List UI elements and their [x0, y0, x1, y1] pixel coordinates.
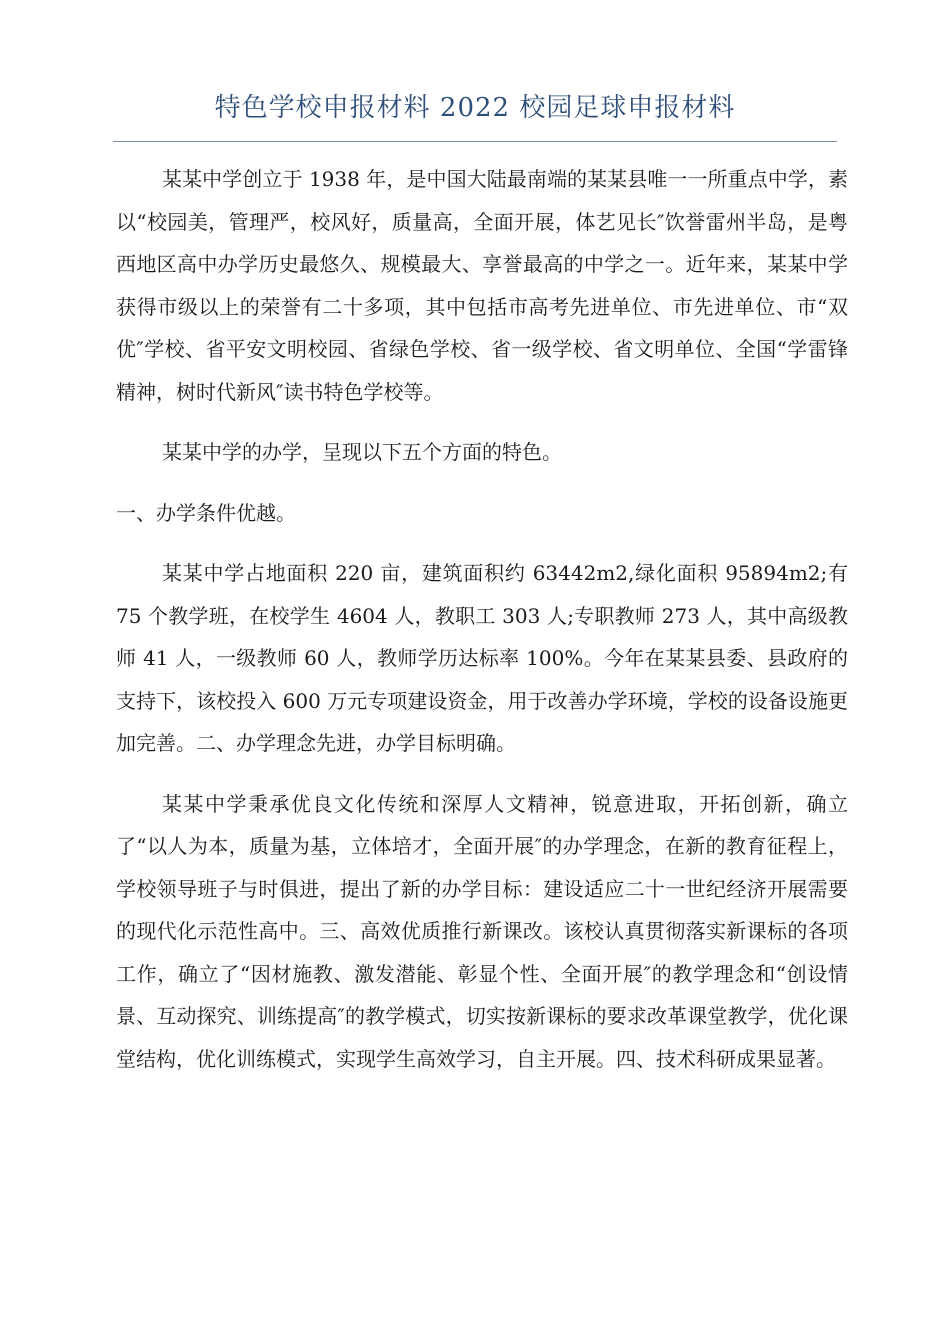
paragraph-school-conditions: 某某中学占地面积 220 亩，建筑面积约 63442m2,绿化面积 95894m2;有 75 个教学班，在校学生 4604 人，教职工 303 人;专职教师 273 人，其中高级教师 41 人，一级教师 60 人，教师学历达标率 100%。今年在某某县委、县政府的支持下，该校投入 600 万元专项建设资金，用于改善办学环境，学校的设备设施更加完善。二、办学理念先进，办学目标明确。 — [116, 561, 848, 755]
paragraph-school-intro: 某某中学创立于 1938 年，是中国大陆最南端的某某县唯一一所重点中学，素以“校园美，管理严，校风好，质量高，全面开展，体艺见长″饮誉雷州半岛，是粤西地区高中办学历史最悠久、规模最大、享誉最高的中学之一。近年来，某某中学获得市级以上的荣誉有二十多项，其中包括市高考先进单位、市先进单位、市“双优″学校、省平安文明校园、省绿色学校、省一级学校、省文明单位、全国“学雷锋精神，树时代新风″读书特色学校等。 — [116, 167, 848, 404]
paragraph-school-philosophy: 某某中学秉承优良文化传统和深厚人文精神，锐意进取，开拓创新，确立了“以人为本，质量为基，立体培才，全面开展″的办学理念，在新的教育征程上，学校领导班子与时俱进，提出了新的办学目标：建设适应二十一世纪经济开展需要的现代化示范性高中。三、高效优质推行新课改。该校认真贯彻落实新课标的各项工作，确立了“因材施教、激发潜能、彰显个性、全面开展″的教学理念和“创设情景、互动探究、训练提高″的教学模式，切实按新课标的要求改革课堂教学，优化课堂结构，优化训练模式，实现学生高效学习，自主开展。四、技术科研成果显著。 — [116, 791, 848, 1071]
document-title: 特色学校申报材料 2022 校园足球申报材料 — [214, 93, 736, 123]
document-body — [116, 158, 848, 1098]
paragraph-features-overview: 某某中学的办学，呈现以下五个方面的特色。 — [162, 440, 562, 464]
section-heading-conditions: 一、办学条件优越。 — [116, 500, 296, 525]
title-divider — [113, 141, 837, 142]
